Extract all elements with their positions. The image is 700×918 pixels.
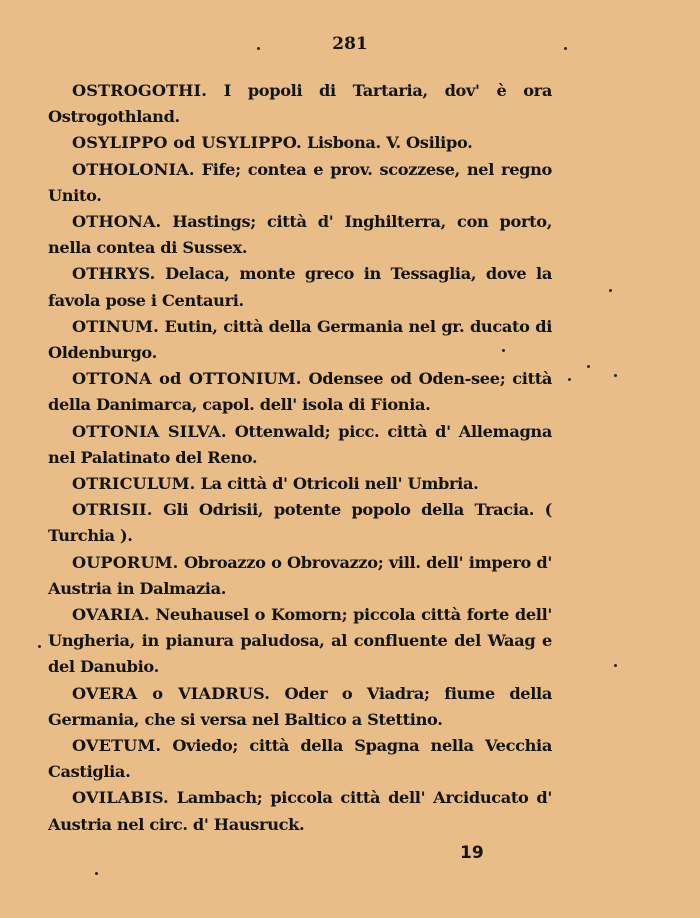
- entry-text: La città d' Otricoli nell' Umbria.: [195, 474, 479, 494]
- entry-headword: OUPORUM.: [72, 552, 179, 572]
- page-number: 281: [332, 34, 368, 54]
- entry-text: Obroazzo o Obrovazzo; vill. dell' impero d' Austria in Dalmazia.: [48, 552, 552, 598]
- entry-text: Oder o Viadra; fiume della Germania, che si versa nel Baltico a Stettino.: [48, 683, 552, 729]
- entry-text: Neuhausel o Komorn; piccola città forte dell' Ungheria, in pianura paludosa, al confluente del Waag e del Danubio.: [48, 605, 552, 677]
- entry: [48, 681, 552, 733]
- entry-headword: OTHOLONIA.: [72, 159, 195, 179]
- signature-mark: 19: [460, 843, 484, 863]
- entry-headword: OTHRYS.: [72, 264, 156, 284]
- print-speck: [95, 872, 98, 875]
- entry: [48, 261, 552, 313]
- entry-text: I popoli di Tartaria, dov' è ora Ostrogothland.: [48, 81, 552, 127]
- entry-headword: OVERA o VIADRUS.: [72, 683, 270, 703]
- entry-text: Delaca, monte greco in Tessaglia, dove la favola pose i Centauri.: [48, 264, 552, 310]
- entry-text: Eutin, città della Germania nel gr. ducato di Oldenburgo.: [48, 316, 552, 363]
- entry-text: Odensee od Oden-see; città della Danimarca, capol. dell' isola di Fionia.: [48, 369, 552, 415]
- print-speck: [587, 365, 590, 368]
- entry: [48, 78, 552, 130]
- entry: [48, 471, 552, 497]
- entry-text: Lisbona. V. Osilipo.: [301, 133, 473, 153]
- entry-headword: OVARIA.: [72, 605, 150, 625]
- entry: [48, 785, 552, 837]
- entry-headword: OTTONA od OTTONIUM.: [72, 369, 302, 389]
- entry: [48, 157, 552, 209]
- entry-text: Lambach; piccola città dell' Arciducato d' Austria nel circ. d' Hausruck.: [48, 788, 552, 834]
- entry-text: Fife; contea e prov. scozzese, nel regno Unito.: [48, 159, 552, 205]
- print-speck: [564, 47, 567, 50]
- gazetteer-entries: [48, 78, 552, 838]
- print-speck: [257, 47, 260, 50]
- print-speck: [38, 645, 41, 648]
- entry-text: Hastings; città d' Inghilterra, con porto, nella contea di Sussex.: [48, 212, 552, 258]
- entry-headword: OTHONA.: [72, 212, 162, 232]
- entry: [48, 419, 552, 471]
- entry-text: Gli Odrisii, potente popolo della Tracia. ( Turchia ).: [48, 500, 552, 546]
- entry-headword: OTRICULUM.: [72, 474, 196, 494]
- entry-headword: OTTONIA SILVA.: [72, 421, 227, 441]
- entry-headword: OSTROGOTHI.: [72, 81, 207, 100]
- entry-text: Ottenwald; picc. città d' Allemagna nel Palatinato del Reno.: [48, 421, 552, 467]
- entry: [48, 130, 552, 156]
- entry: [48, 366, 552, 418]
- print-speck: [614, 374, 617, 377]
- entry: [48, 497, 552, 549]
- entry: [48, 602, 552, 681]
- entry-text: Oviedo; città della Spagna nella Vecchia Castiglia.: [48, 736, 552, 782]
- entry: [48, 550, 552, 602]
- entry-headword: OTINUM.: [72, 316, 159, 336]
- entry-headword: OVETUM.: [72, 736, 162, 756]
- entry: [48, 209, 552, 261]
- entry-headword: OVILABIS.: [72, 788, 169, 808]
- print-speck: [502, 349, 505, 352]
- print-speck: [609, 289, 612, 292]
- entry-headword: OSYLIPPO od USYLIPPO.: [72, 133, 302, 153]
- entry: [48, 733, 552, 785]
- entry-headword: OTRISII.: [72, 500, 153, 520]
- print-speck: [614, 664, 617, 667]
- print-speck: [568, 378, 571, 381]
- entry: [48, 314, 552, 366]
